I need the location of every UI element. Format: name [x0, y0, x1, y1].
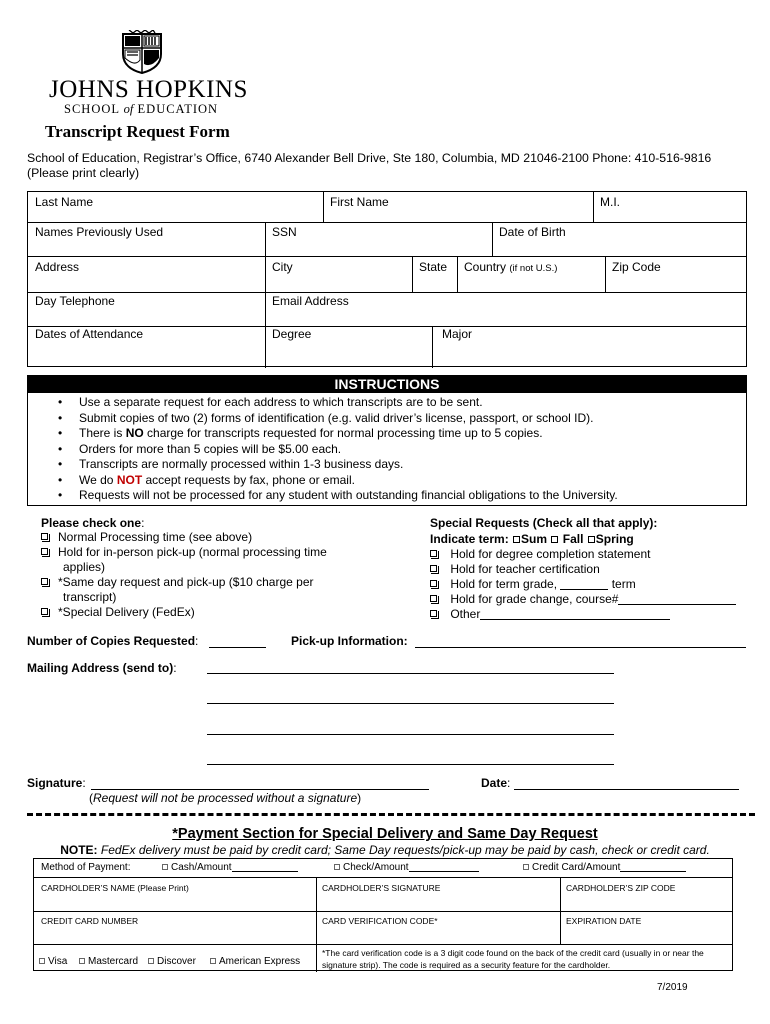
card-number-field[interactable]: CREDIT CARD NUMBER	[41, 916, 139, 926]
special-grade-change[interactable]: Hold for grade change, course#	[430, 592, 736, 607]
amex-option[interactable]: American Express	[210, 956, 300, 967]
cash-option[interactable]: Cash/Amount	[162, 862, 298, 873]
list-item: • We do NOT accept requests by fax, phone or email.	[52, 473, 742, 489]
address-field[interactable]: Address	[35, 260, 80, 274]
check-option[interactable]: Check/Amount	[334, 862, 479, 873]
checkbox-spring[interactable]	[588, 536, 595, 543]
credit-amount-blank[interactable]	[620, 871, 686, 872]
checkbox-icon[interactable]	[41, 608, 48, 615]
checkbox-icon[interactable]	[41, 548, 48, 555]
credit-card-option[interactable]: Credit Card/Amount	[523, 862, 686, 873]
cut-line-divider	[27, 813, 755, 816]
names-previously-used-field[interactable]: Names Previously Used	[35, 225, 164, 239]
indicate-term: Indicate term: Sum Fall Spring	[430, 532, 634, 546]
ssn-field[interactable]: SSN	[272, 225, 297, 239]
list-item: • Submit copies of two (2) forms of identification (e.g. valid driver’s license, passport, or school ID).	[52, 411, 742, 427]
date-label: Date:	[481, 776, 511, 790]
expiration-date-field[interactable]: EXPIRATION DATE	[566, 916, 642, 926]
instructions-list	[52, 395, 742, 504]
checkbox-icon[interactable]	[148, 958, 154, 964]
method-of-payment-label: Method of Payment:	[41, 862, 131, 873]
state-field[interactable]: State	[419, 260, 448, 274]
checkbox-icon[interactable]	[430, 550, 437, 557]
signature-label: Signature:	[27, 776, 86, 790]
discover-option[interactable]: Discover	[148, 956, 196, 967]
mastercard-option[interactable]: Mastercard	[79, 956, 138, 967]
term-blank[interactable]	[560, 589, 608, 590]
option-hold-pickup[interactable]: Hold for in-person pick-up (normal processing time	[41, 545, 327, 560]
checkbox-sum[interactable]	[513, 536, 520, 543]
pickup-input[interactable]	[415, 647, 746, 648]
option-normal-processing[interactable]: Normal Processing time (see above)	[41, 530, 252, 545]
date-input[interactable]	[514, 789, 739, 790]
mailing-label: Mailing Address (send to):	[27, 661, 177, 675]
form-title: Transcript Request Form	[45, 122, 230, 141]
option-same-day[interactable]: *Same day request and pick-up ($10 charge per	[41, 575, 314, 590]
checkbox-icon[interactable]	[79, 958, 85, 964]
mailing-line-4[interactable]	[207, 764, 614, 765]
list-item: • Transcripts are normally processed within 1-3 business days.	[52, 457, 742, 473]
special-other[interactable]: Other	[430, 607, 670, 622]
signature-input[interactable]	[91, 789, 429, 790]
checkbox-icon[interactable]	[523, 864, 529, 870]
zip-code-field[interactable]: Zip Code	[612, 260, 661, 274]
dates-of-attendance-field[interactable]: Dates of Attendance	[35, 327, 144, 341]
middle-initial-field[interactable]: M.I.	[600, 195, 620, 209]
check-one-heading: Please check one:	[41, 516, 145, 530]
instructions-heading: INSTRUCTIONS	[27, 375, 747, 393]
checkbox-icon[interactable]	[162, 864, 168, 870]
special-term-grade[interactable]: Hold for term grade, term	[430, 577, 636, 592]
personal-info-grid	[27, 191, 747, 367]
list-item: • Requests will not be processed for any student with outstanding financial obligations to the University.	[52, 488, 742, 504]
option-same-day-cont: transcript)	[63, 590, 117, 604]
special-requests-heading: Special Requests (Check all that apply):	[430, 516, 658, 530]
checkbox-icon[interactable]	[41, 578, 48, 585]
card-verification-field[interactable]: CARD VERIFICATION CODE*	[322, 916, 438, 926]
mailing-line-2[interactable]	[207, 703, 614, 704]
checkbox-icon[interactable]	[430, 610, 437, 617]
logo-wordmark: JOHNS HOPKINS	[49, 76, 248, 103]
first-name-field[interactable]: First Name	[330, 195, 389, 209]
list-item: • There is NO charge for transcripts requested for normal processing time up to 5 copies.	[52, 426, 742, 442]
check-amount-blank[interactable]	[409, 871, 479, 872]
course-blank[interactable]	[618, 604, 736, 605]
special-teacher-cert[interactable]: Hold for teacher certification	[430, 562, 600, 577]
copies-input[interactable]	[209, 647, 266, 648]
cardholder-name-field[interactable]: CARDHOLDER’S NAME (Please Print)	[41, 883, 189, 893]
major-field[interactable]: Major	[442, 327, 473, 341]
cash-amount-blank[interactable]	[232, 871, 298, 872]
payment-section-title: *Payment Section for Special Delivery and Same Day Request	[172, 826, 598, 842]
cvc-note-line-1: *The card verification code is a 3 digit code found on the back of the credit card (usually in or near the	[322, 948, 704, 958]
other-blank[interactable]	[480, 619, 670, 620]
cardholder-signature-field[interactable]: CARDHOLDER’S SIGNATURE	[322, 883, 441, 893]
cardholder-zip-field[interactable]: CARDHOLDER’S ZIP CODE	[566, 883, 676, 893]
jhu-shield-logo	[121, 30, 163, 74]
degree-field[interactable]: Degree	[272, 327, 312, 341]
option-special-delivery[interactable]: *Special Delivery (FedEx)	[41, 605, 195, 620]
checkbox-icon[interactable]	[430, 595, 437, 602]
checkbox-icon[interactable]	[210, 958, 216, 964]
mailing-line-3[interactable]	[207, 734, 614, 735]
last-name-field[interactable]: Last Name	[35, 195, 94, 209]
office-address: School of Education, Registrar’s Office, 6740 Alexander Bell Drive, Ste 180, Columbia, MD 21046-2100 Phone: 410-516-9816	[27, 151, 712, 165]
date-of-birth-field[interactable]: Date of Birth	[499, 225, 566, 239]
payment-grid	[33, 858, 733, 971]
checkbox-icon[interactable]	[334, 864, 340, 870]
copies-label: Number of Copies Requested:	[27, 634, 199, 648]
payment-note: NOTE: FedEx delivery must be paid by credit card; Same Day requests/pick-up may be paid by cash, check or credit card.	[60, 843, 710, 857]
visa-option[interactable]: Visa	[39, 956, 67, 967]
mailing-line-1[interactable]	[207, 673, 614, 674]
checkbox-fall[interactable]	[551, 536, 558, 543]
pickup-label: Pick-up Information:	[291, 634, 408, 648]
option-hold-pickup-cont: applies)	[63, 560, 106, 574]
city-field[interactable]: City	[272, 260, 293, 274]
checkbox-icon[interactable]	[430, 565, 437, 572]
revision-date: 7/2019	[657, 982, 688, 993]
list-item: • Use a separate request for each address to which transcripts are to be sent.	[52, 395, 742, 411]
special-degree-completion[interactable]: Hold for degree completion statement	[430, 547, 650, 562]
country-field[interactable]: Country (if not U.S.)	[464, 260, 558, 274]
signature-note: (Request will not be processed without a signature)	[89, 791, 362, 805]
checkbox-icon[interactable]	[39, 958, 45, 964]
cvc-note-line-2: signature strip). The code is required as a security feature for the cardholder.	[322, 960, 611, 970]
logo-subtitle: SCHOOL of EDUCATION	[64, 102, 219, 116]
checkbox-icon[interactable]	[41, 533, 48, 540]
print-clearly-note: (Please print clearly)	[27, 166, 140, 180]
list-item: • Orders for more than 5 copies will be $5.00 each.	[52, 442, 742, 458]
day-telephone-field[interactable]: Day Telephone	[35, 294, 115, 308]
checkbox-icon[interactable]	[430, 580, 437, 587]
email-address-field[interactable]: Email Address	[272, 294, 349, 308]
